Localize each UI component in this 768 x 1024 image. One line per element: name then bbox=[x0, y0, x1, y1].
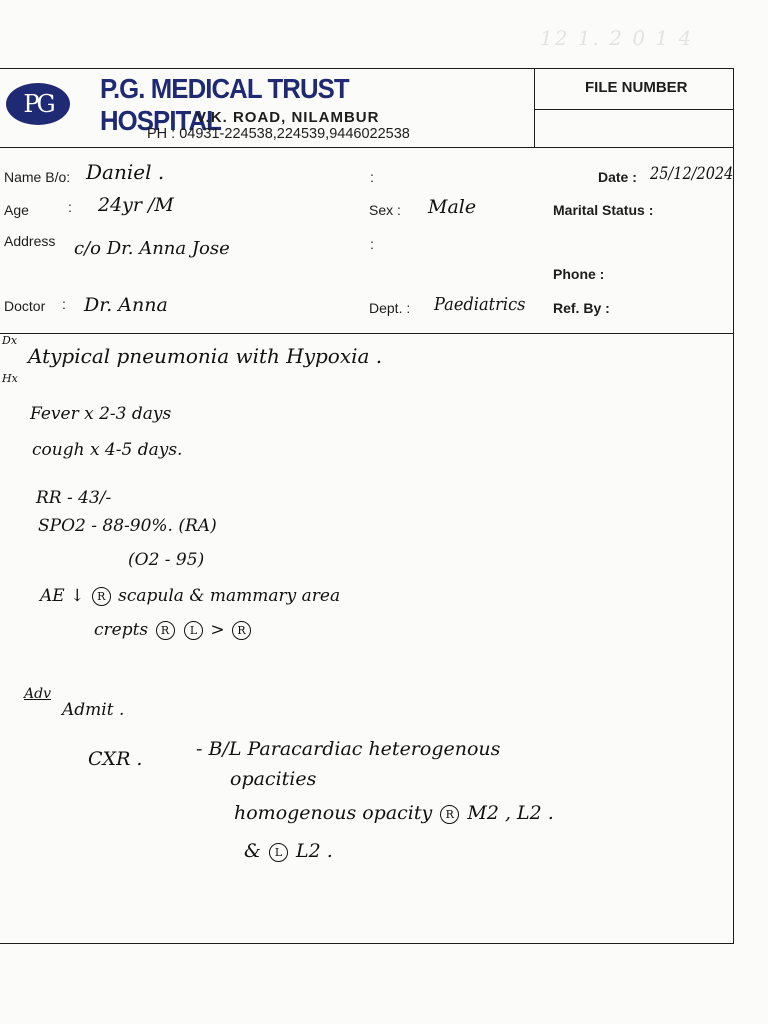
dept-label: Dept. : bbox=[369, 300, 411, 316]
crepts-note bbox=[94, 620, 253, 640]
margin-mark-hx: Hx bbox=[2, 372, 18, 385]
doctor-label: Doctor bbox=[4, 298, 46, 314]
age-label: Age bbox=[4, 202, 29, 218]
phone-label: Phone : bbox=[553, 266, 605, 282]
cxr-line4-suffix: L2 . bbox=[296, 840, 333, 862]
diagnosis-note: Atypical pneumonia with Hypoxia . bbox=[28, 344, 383, 368]
file-box-divider bbox=[535, 109, 733, 110]
cxr-label: CXR . bbox=[88, 748, 143, 770]
air-entry-note bbox=[40, 586, 340, 606]
section-divider bbox=[0, 333, 733, 334]
hospital-address: V.K. ROAD, NILAMBUR bbox=[196, 109, 380, 126]
circled-side-marker: R bbox=[232, 621, 251, 640]
margin-mark-dx: Dx bbox=[2, 334, 18, 347]
crepts-prefix: crepts bbox=[94, 620, 149, 640]
address-colon: : bbox=[370, 236, 374, 252]
cxr-line4-prefix: & bbox=[244, 840, 261, 862]
circled-side-marker: R bbox=[156, 621, 175, 640]
doctor-colon: : bbox=[62, 296, 66, 312]
age-colon: : bbox=[68, 199, 72, 215]
marital-status-label: Marital Status : bbox=[553, 202, 654, 218]
name-colon: : bbox=[370, 169, 374, 185]
rr-note: RR - 43/- bbox=[36, 488, 112, 508]
advice-margin-mark: Adv bbox=[24, 686, 51, 702]
dept-value: Paediatrics bbox=[434, 294, 526, 315]
age-value: 24yr /M bbox=[98, 194, 174, 216]
date-label: Date : bbox=[598, 169, 637, 185]
ref-by-label: Ref. By : bbox=[553, 300, 610, 316]
faded-background-text: 12 1. 2 0 1 4 bbox=[540, 26, 694, 50]
circled-side-marker: L bbox=[184, 621, 203, 640]
address-label: Address bbox=[4, 233, 56, 249]
spo2-o2-note: (O2 - 95) bbox=[128, 550, 205, 570]
hospital-header bbox=[0, 69, 733, 148]
file-number-label: FILE NUMBER bbox=[585, 79, 688, 96]
hospital-logo bbox=[6, 83, 70, 125]
cxr-finding-line1: - B/L Paracardiac heterogenous bbox=[196, 738, 501, 760]
file-number-box bbox=[534, 69, 733, 147]
name-value: Daniel . bbox=[86, 160, 165, 184]
cxr-finding-line2: opacities bbox=[230, 768, 317, 790]
date-value: 25/12/2024 bbox=[650, 164, 734, 184]
circled-side-marker: R bbox=[92, 587, 111, 606]
name-label: Name B/o: bbox=[4, 169, 71, 185]
doctor-value: Dr. Anna bbox=[84, 294, 168, 316]
cxr-finding-line3 bbox=[234, 802, 554, 824]
circled-side-marker: R bbox=[440, 805, 459, 824]
address-value: c/o Dr. Anna Jose bbox=[74, 238, 230, 259]
crepts-comparison: > bbox=[210, 620, 225, 640]
spo2-note: SPO2 - 88-90%. (RA) bbox=[38, 516, 217, 536]
sex-value: Male bbox=[428, 196, 477, 218]
logo-text: PG bbox=[23, 90, 53, 118]
cxr-line3-suffix: M2 , L2 . bbox=[467, 802, 554, 824]
circled-side-marker: L bbox=[269, 843, 288, 862]
cough-note: cough x 4-5 days. bbox=[32, 440, 183, 460]
admit-note: Admit . bbox=[62, 700, 125, 720]
hospital-phone: PH : 04931-224538,224539,9446022538 bbox=[147, 126, 410, 142]
sex-label: Sex : bbox=[369, 202, 401, 218]
air-entry-prefix: AE ↓ bbox=[40, 586, 85, 606]
cxr-line3-prefix: homogenous opacity bbox=[234, 802, 433, 824]
fever-note: Fever x 2-3 days bbox=[30, 404, 172, 424]
hospital-name: P.G. MEDICAL TRUST HOSPITAL bbox=[100, 73, 349, 136]
air-entry-location: scapula & mammary area bbox=[118, 586, 341, 606]
cxr-finding-line4 bbox=[244, 840, 333, 862]
